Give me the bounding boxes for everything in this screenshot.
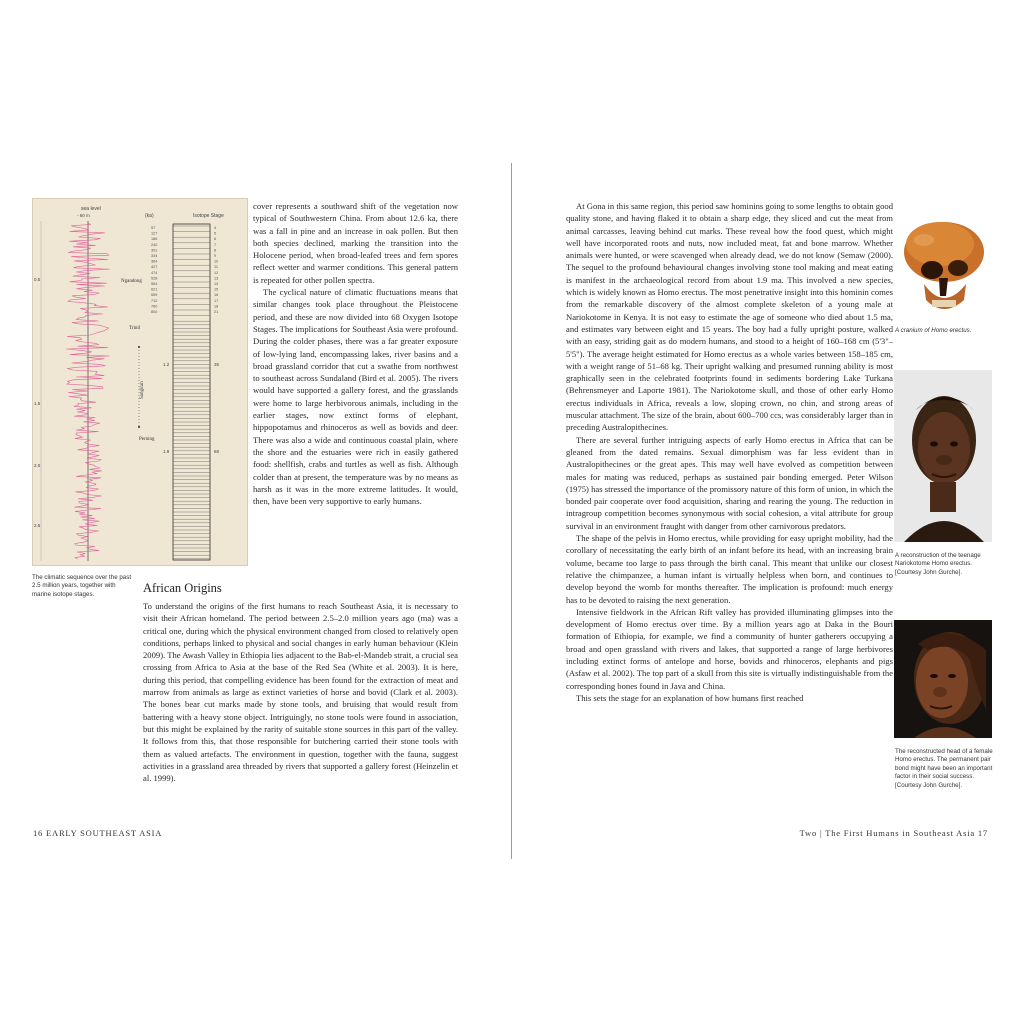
right-page xyxy=(512,0,1024,1024)
ka-value: 712 xyxy=(151,298,158,303)
ka-value: 528 xyxy=(151,276,158,281)
stage-value: 15 xyxy=(214,287,219,292)
stage-value: 17 xyxy=(214,298,219,303)
stage-value: 10 xyxy=(214,259,219,264)
caption-skull: A cranium of Homo erectus. xyxy=(895,327,972,334)
ka-value: 427 xyxy=(151,265,158,270)
paragraph: At Gona in this same region, this period saw hominins going to some lengths to obtain good quality stone, and having flaked it to obtain a sharp edge, they sliced and cut the meat from animal carcasses, leaving behind cut marks. These reveal how the food quest, which might well have incorporated roots and nuts, now included meat, fat and bone marrow. Whether animals were hunted, or were scavenged when already dead, we do not know (Semaw (2000). The sequel to the profound behavioural changes involving stone tool making and meat eating is manifest in the archaeological record from about 1.9 ma. This involved a new species, which is widely known as Homo erectus. The most penetrative insight into this hominin comes from the remarkable discovery of the almost complete skeleton of a young male at Nariokotome in Kenya. It is not easy to estimate the age of someone who died about 1.5 ma, and estimates vary between eight and 15 years. The boy had a fully upright posture, walked with an easy, striding gait as do modern humans, and stood to a height of 160–168 cm (5'3"–5'5"). The average height estimated for Homo erectus as a whole varies between 158–185 cm, with a weight range of 51–68 kg. Their upright walking and presumed running ability is most graphically seen in the celebrated footprints found in sediments bordering Lake Turkana (Behrensmeyer and Laporte 1981). The Nariokotome skull, and those of other early Homo erectus individuals in Africa, reveals a low, sloping crown, no chin, and strong areas of muscular attachment. The size of the brain, about 600–700 ccs, was considerably larger than in preceding Australopithecines. xyxy=(566,201,893,433)
folio-right: Two | The First Humans in Southeast Asia 17 xyxy=(799,828,988,838)
ka-values xyxy=(151,226,157,314)
paragraph: cover represents a southward shift of the vegetation now typical of Southwestern China. From about 12.6 ka, there was a fall in pine and an increase in oak pollen. But then both species declined, marking the transition into the Holocene period, when broad-leafed trees and fern spores reflect wetter and warmer conditions. This general pattern is repeated for other pollen spectra. xyxy=(253,201,458,285)
climate-chart xyxy=(33,199,247,565)
stage-value: 11 xyxy=(214,265,218,270)
stage-value: 7 xyxy=(214,242,217,247)
stage-value: 6 xyxy=(214,237,217,242)
paragraph: Intensive fieldwork in the African Rift valley has provided illuminating glimpses into the development of Homo erectus over time. By a million years ago at Daka in the Bouri formation of Ethiopia, for example, we find a community of hunter gatherers occupying a broad and open grassland with rivers and lakes, that supported a range of large herbivores including extinct forms of antelope and horse, bovids and rhinoceros, elephants and pigs (Asfaw et al. 2002). The top part of a skull from this site is virtually indistinguishable from the corresponding bones found in Java and China. xyxy=(566,606,893,691)
era-ngandong: Ngandong xyxy=(121,279,142,284)
era-perning: Perning xyxy=(139,437,155,442)
isotope-stage-lines xyxy=(173,226,210,559)
stage-value: 9 xyxy=(214,254,217,258)
caption-boy: A reconstruction of the teenage Nariokotome Homo erectus. [Courtesy John Gurche]. xyxy=(895,552,981,576)
stage-value: 13 xyxy=(214,276,219,281)
ka-value: 364 xyxy=(151,259,158,264)
label-ka: (ka) xyxy=(145,213,154,219)
stage-value: 21 xyxy=(214,310,219,314)
figure-caption: The climatic sequence over the past 2.5 million years, together with marine isotope stages. xyxy=(32,574,132,598)
skull-photo xyxy=(894,200,992,320)
right-main-text xyxy=(566,200,893,704)
stage-value: 14 xyxy=(214,282,219,286)
paragraph: The shape of the pelvis in Homo erectus, while providing for easy upright mobility, had the corollary of necessitating the early birth of an infant before its head, with an increasing brain volume, became too large to pass through the birth canal. This meant that unlike our closest relative the chimpanzee, a human infant is virtually helpless when born, and continues to develop beyond the womb for months thereafter. The implication is profound: much energy has to be devoted to raising the next generation. xyxy=(566,533,893,605)
paragraph: There are several further intriguing aspects of early Homo erectus in Africa that can be gleaned from the dated remains. Sexual dimorphism was far less evident than in Australopithecines or the great apes. This may well have evolved as competition between males for mating was reduced, perhaps as sustained pair bonding emerged. Peter Wilson (1975) has stressed the importance of the promissory nature of this form of union, in which the bonded pair cooperate over food acquisition, sharing and rearing the young. The reduction in intragroup competition becomes synonymous with social cohesion, a vital attribute for group survival in an environment fraught with danger from other carnivorous predators. xyxy=(566,434,893,531)
ka-value: 564 xyxy=(151,282,158,286)
era-sangiran: Sangiran xyxy=(140,381,145,399)
paragraph: This sets the stage for an explanation of how humans first reached xyxy=(576,692,804,703)
label-sea-level: sea level xyxy=(81,206,101,212)
paragraph: The cyclical nature of climatic fluctuations means that similar changes took place throughout the Pleistocene period, and these are now divided into 68 Oxygen Isotope Stages. The implications for Southeast Asia were profound. During the colder phases, there was a far greater exposure of low-lying land, encompassing lakes, river basins and a broad grassland corridor that cut a swathe from northwest to southeast across Sundaland (Bird et al. 2005). The rivers would have supported a gallery forest, and the grasslands were home to large herbivorous animals, including in the earlier stages, now extinct forms of elephant, hippopotamus and rhinoceros as well as bovids and deer. There was also a wide and continuous coastal plain, where the shore and the estuaries were rich in easily gathered food: shellfish, crabs and turtles as well as fish. Although colder than at present, the temperature was by no means as harsh as it was in the more extreme latitudes. It would, then, have been very supportive to early humans. xyxy=(253,287,458,507)
caption-female: The reconstructed head of a female Homo erectus. The permanent pair bond might have been an important factor in their social success. [Courtesy John Gurche]. xyxy=(895,748,993,789)
stage-value: 8 xyxy=(214,248,217,253)
ka-value: 334 xyxy=(151,254,158,258)
paragraph: To understand the origins of the first humans to reach Southeast Asia, it is necessary to visit their African homeland. The period between 2.5–2.0 million years ago (ma) was a critical one, during which the physical environment changed from closed to relatively open conditions, perhaps linked to physical and social changes in early human behaviour (Klein 2009). The Awash Valley in Ethiopia lies adjacent to the Bab-el-Mandeb strait, a crucial sea crossing from Africa to Asia at the base of the Red Sea (White et al. 2003). It is here, during this period, that compelling evidence has been found for the extraction of meat and marrow from animals as large as extinct varieties of horse and bovid (Clark et al. 2003). The bones bear cut marks made by stone tools, and bruising that would result from battering with a heavy stone object. Intriguingly, no stone tools were found in association, but this might be explained by the rarity of suitable stone sources in this part of the valley. It follows from this, that those responsible for butchering carried their stone tools with them as valued artefacts. The environment in question, together with the fauna, suggest activities in a grassland area threaded by rivers that supported a gallery forest (Heinzelin et al. 1999). xyxy=(143,601,458,784)
ka-value: 621 xyxy=(151,287,158,292)
left-column-right-text xyxy=(253,200,458,507)
ka-value: 474 xyxy=(151,270,158,275)
left-bottom-text xyxy=(143,600,458,784)
stage-35: 35 xyxy=(214,362,220,367)
era-trinil: Trinil xyxy=(129,326,141,331)
folio-left: 16 EARLY SOUTHEAST ASIA xyxy=(33,828,163,838)
section-heading: African Origins xyxy=(143,581,222,595)
boy-reconstruction-photo xyxy=(894,370,992,542)
label-isotope: Isotope Stage xyxy=(193,213,224,219)
y-label-25: 2.5 xyxy=(34,523,41,528)
female-reconstruction-photo xyxy=(894,620,992,738)
ka-value: 242 xyxy=(151,242,158,247)
ka-19: 1.9 xyxy=(163,449,170,454)
ka-value: 301 xyxy=(151,248,158,253)
label-minus60: - 60 m xyxy=(77,213,90,218)
stage-value: 4 xyxy=(214,226,217,230)
y-label-05: 0.5 xyxy=(34,277,41,282)
stage-value: 5 xyxy=(214,231,217,236)
stage-values xyxy=(214,226,218,314)
ka-value: 186 xyxy=(151,237,158,242)
stage-value: 18 xyxy=(214,304,219,309)
stage-value: 16 xyxy=(214,293,219,298)
y-label-15: 1.5 xyxy=(34,401,41,406)
ka-12: 1.2 xyxy=(163,362,170,367)
stage-value: 12 xyxy=(214,270,219,275)
ka-value: 659 xyxy=(151,293,158,298)
ka-value: 57 xyxy=(151,226,156,230)
ka-value: 127 xyxy=(151,231,158,236)
ka-value: 800 xyxy=(151,310,158,314)
stage-68: 68 xyxy=(214,449,220,454)
ka-value: 760 xyxy=(151,304,158,309)
climate-figure xyxy=(32,198,248,566)
y-label-20: 2.0 xyxy=(34,463,41,468)
